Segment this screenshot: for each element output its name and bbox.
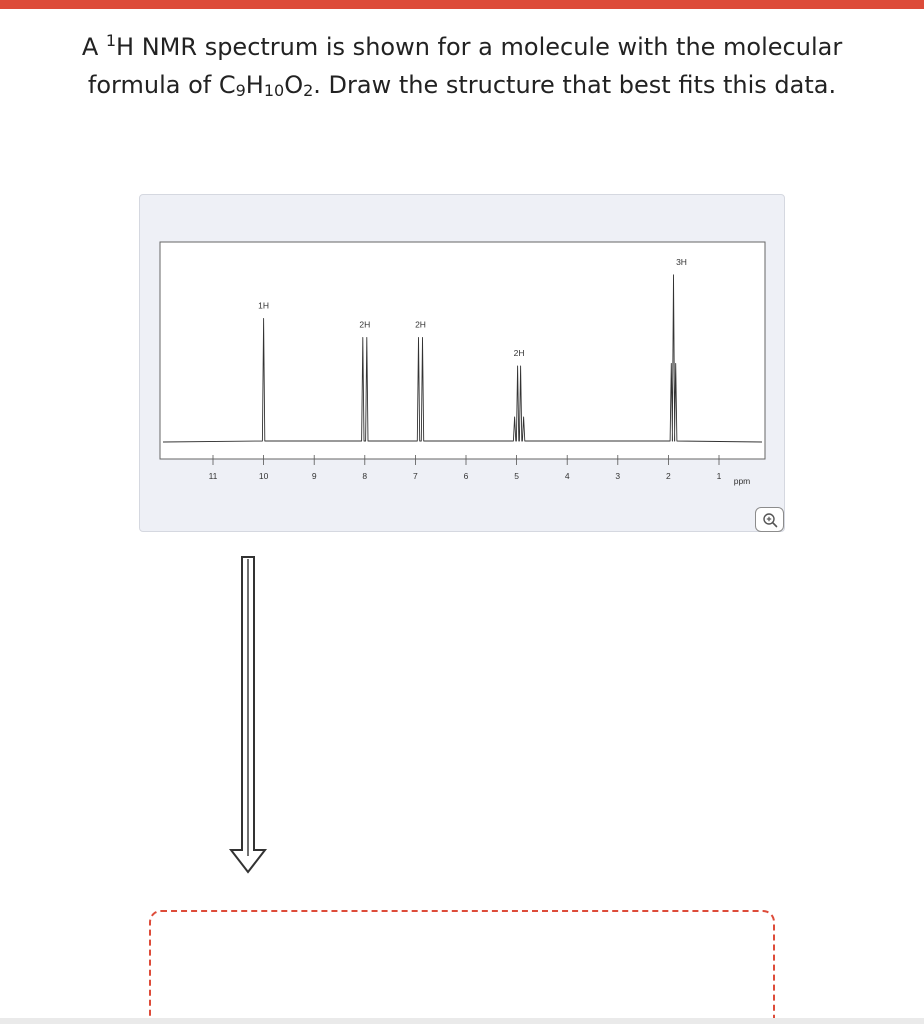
question-line1-sup: 1 [105, 31, 117, 50]
x-tick-label: 9 [311, 471, 317, 481]
formula-sub-o: 2 [303, 81, 314, 100]
x-tick-label: 8 [362, 471, 368, 481]
formula-h: H [245, 71, 264, 99]
structure-drawing-area[interactable] [149, 910, 775, 1024]
integration-label: 2H [415, 319, 426, 330]
x-tick-label: 4 [564, 471, 570, 481]
integration-label: 2H [513, 348, 525, 358]
x-tick-label: 7 [413, 471, 418, 481]
down-arrow-icon [228, 556, 276, 878]
integration-label: 2H [359, 319, 371, 330]
x-tick-label: 6 [463, 471, 469, 481]
question-line1-prefix: A [81, 33, 106, 61]
formula-o: O [284, 71, 304, 99]
integration-label: 1H [258, 300, 270, 311]
x-tick-label: 10 [258, 471, 269, 481]
x-axis-label: ppm [733, 476, 751, 486]
formula-sub-h: 10 [263, 81, 285, 100]
zoom-button[interactable] [755, 507, 784, 532]
zoom-in-icon [762, 512, 778, 528]
x-tick-label: 1 [716, 471, 722, 481]
question-line2-rest: . Draw the structure that best fits this data. [313, 71, 837, 99]
formula-sub-c: 9 [235, 81, 246, 100]
integration-label: 3H [676, 256, 687, 267]
x-tick-label: 2 [666, 471, 671, 481]
question-line1-rest: H NMR spectrum is shown for a molecule with the molecular [116, 33, 843, 61]
x-tick-label: 5 [514, 471, 519, 481]
x-tick-label: 11 [208, 471, 218, 481]
x-tick-label: 3 [615, 471, 621, 481]
question-line2-prefix: formula of C [87, 71, 236, 99]
bottom-strip [0, 1018, 924, 1024]
